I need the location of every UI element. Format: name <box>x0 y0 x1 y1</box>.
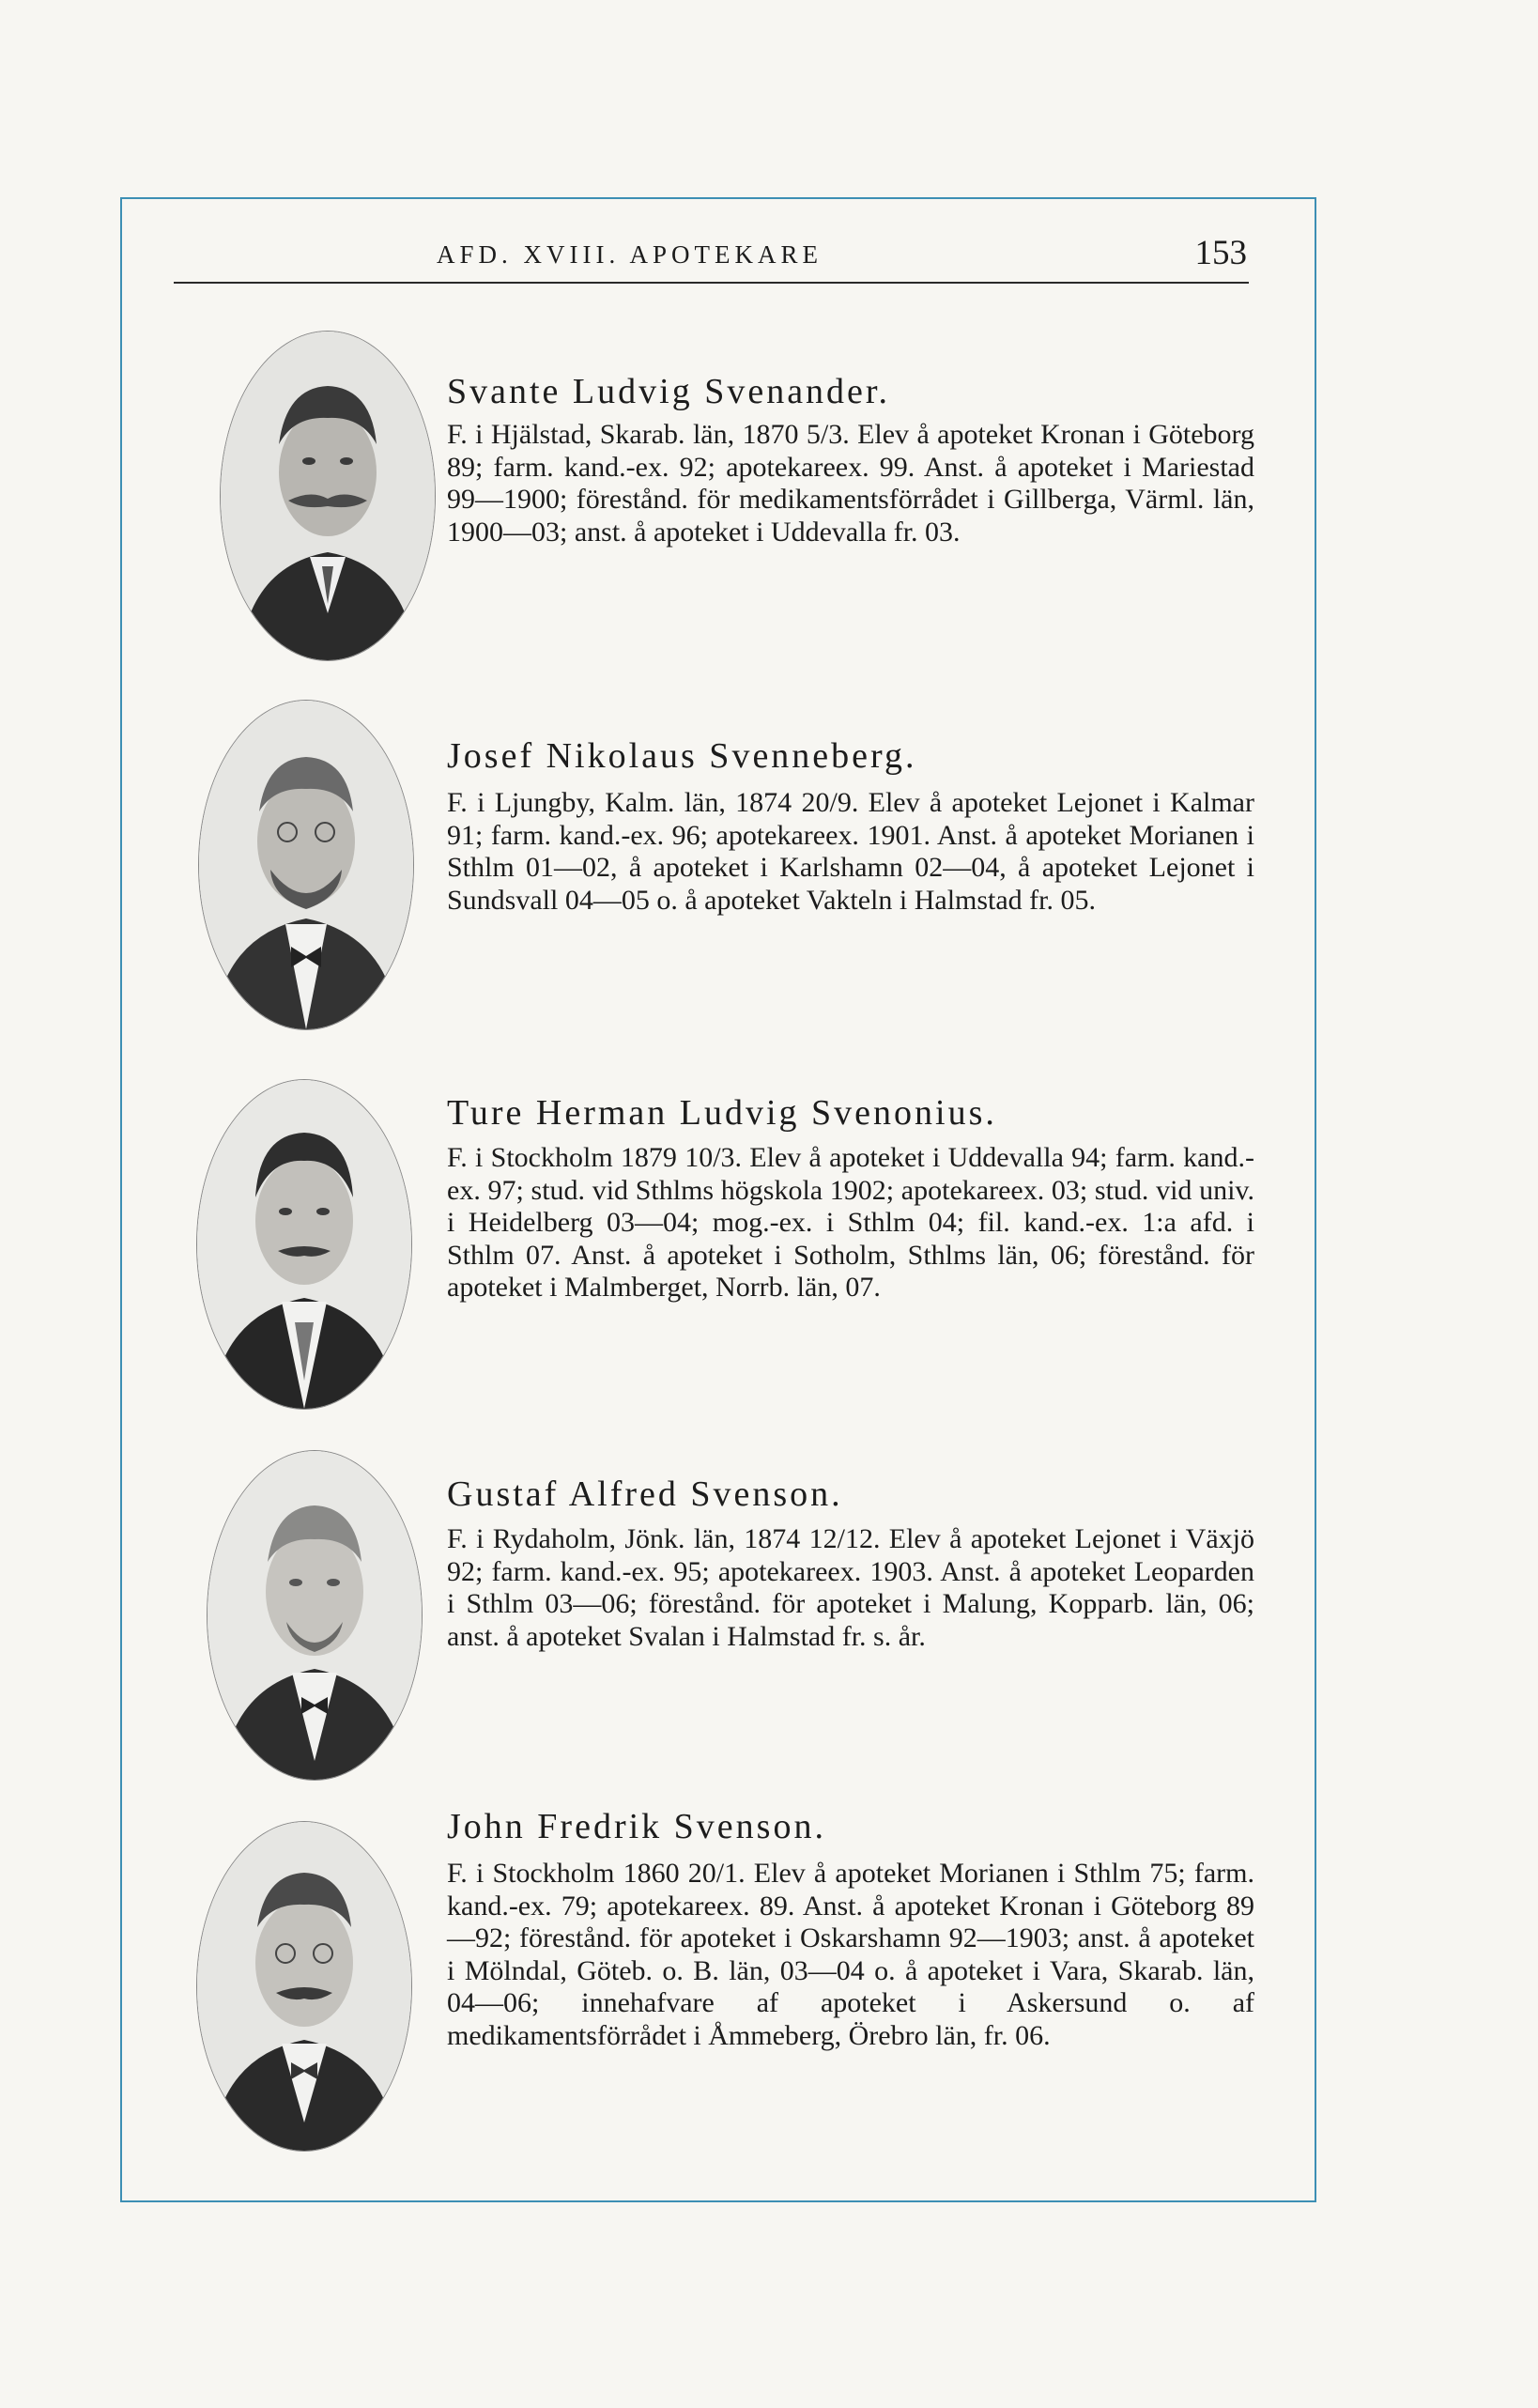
running-header <box>174 233 1249 284</box>
biography: F. i Stockholm 1860 20/1. Elev å apoteket Morianen i Sthlm 75; farm. kand.-ex. 79; apotekareex. 89. Anst. å apoteket Kronan i Göteborg 89—92; förestånd. för apoteket i Oskarshamn 92—1903; anst. å apoteket i Mölndal, Göteb. o. B. län, 03—04 o. å apoteket i Vara, Skarab. län, 04—06; innehafvare af apoteket i Askersund o. af medikamentsförrådet i Åmmeberg, Örebro län, fr. 06. <box>447 1858 1254 2051</box>
person-name: Ture Herman Ludvig Svenonius. <box>447 1093 997 1133</box>
person-name: Josef Nikolaus Svenneberg. <box>447 736 917 776</box>
biography: F. i Stockholm 1879 10/3. Elev å apoteket i Uddevalla 94; farm. kand.-ex. 97; stud. vid Sthlms högskola 1902; apotekareex. 03; stud. vid univ. i Heidelberg 03—04; mog.-ex. i Sthlm 04; fil. kand.-ex. 1:a afd. i Sthlm 07. Anst. å apoteket i Sotholm, Sthlms län, 06; förestånd. för apoteket i Malmberget, Norrb. län, 07. <box>447 1142 1254 1304</box>
person-name: John Fredrik Svenson. <box>447 1807 826 1846</box>
biography: F. i Hjälstad, Skarab. län, 1870 5/3. Elev å apoteket Kronan i Göteborg 89; farm. kand.-ex. 92; apotekareex. 99. Anst. å apoteket i Mariestad 99—1900; förestånd. för medikamentsförrådet i Gillberga, Värml. län, 1900—03; anst. å apoteket i Uddevalla fr. 03. <box>447 419 1254 548</box>
portrait-photo <box>208 1451 422 1780</box>
biography: F. i Rydaholm, Jönk. län, 1874 12/12. Elev å apoteket Lejonet i Växjö 92; farm. kand.-ex. 95; apotekareex. 1903. Anst. å apoteket Leoparden i Sthlm 03—06; förestånd. för apoteket i Malung, Kopparb. län, 06; anst. å apoteket Svalan i Halmstad fr. s. år. <box>447 1523 1254 1652</box>
running-title: AFD. XVIII. APOTEKARE <box>437 240 823 269</box>
biography: F. i Ljungby, Kalm. län, 1874 20/9. Elev å apoteket Lejonet i Kalmar 91; farm. kand.-ex. 96; apotekareex. 1901. Anst. å apoteket Morianen i Sthlm 01—02, å apoteket i Karlshamn 02—04, å apoteket Lejonet i Sundsvall 04—05 o. å apoteket Vakteln i Halmstad fr. 05. <box>447 787 1254 916</box>
portrait-photo <box>199 701 413 1029</box>
portrait-photo <box>197 1822 411 2151</box>
person-name: Svante Ludvig Svenander. <box>447 372 890 411</box>
portrait-photo <box>197 1080 411 1409</box>
portrait-photo <box>221 332 435 660</box>
person-name: Gustaf Alfred Svenson. <box>447 1474 843 1514</box>
page-number: 153 <box>1194 234 1247 272</box>
